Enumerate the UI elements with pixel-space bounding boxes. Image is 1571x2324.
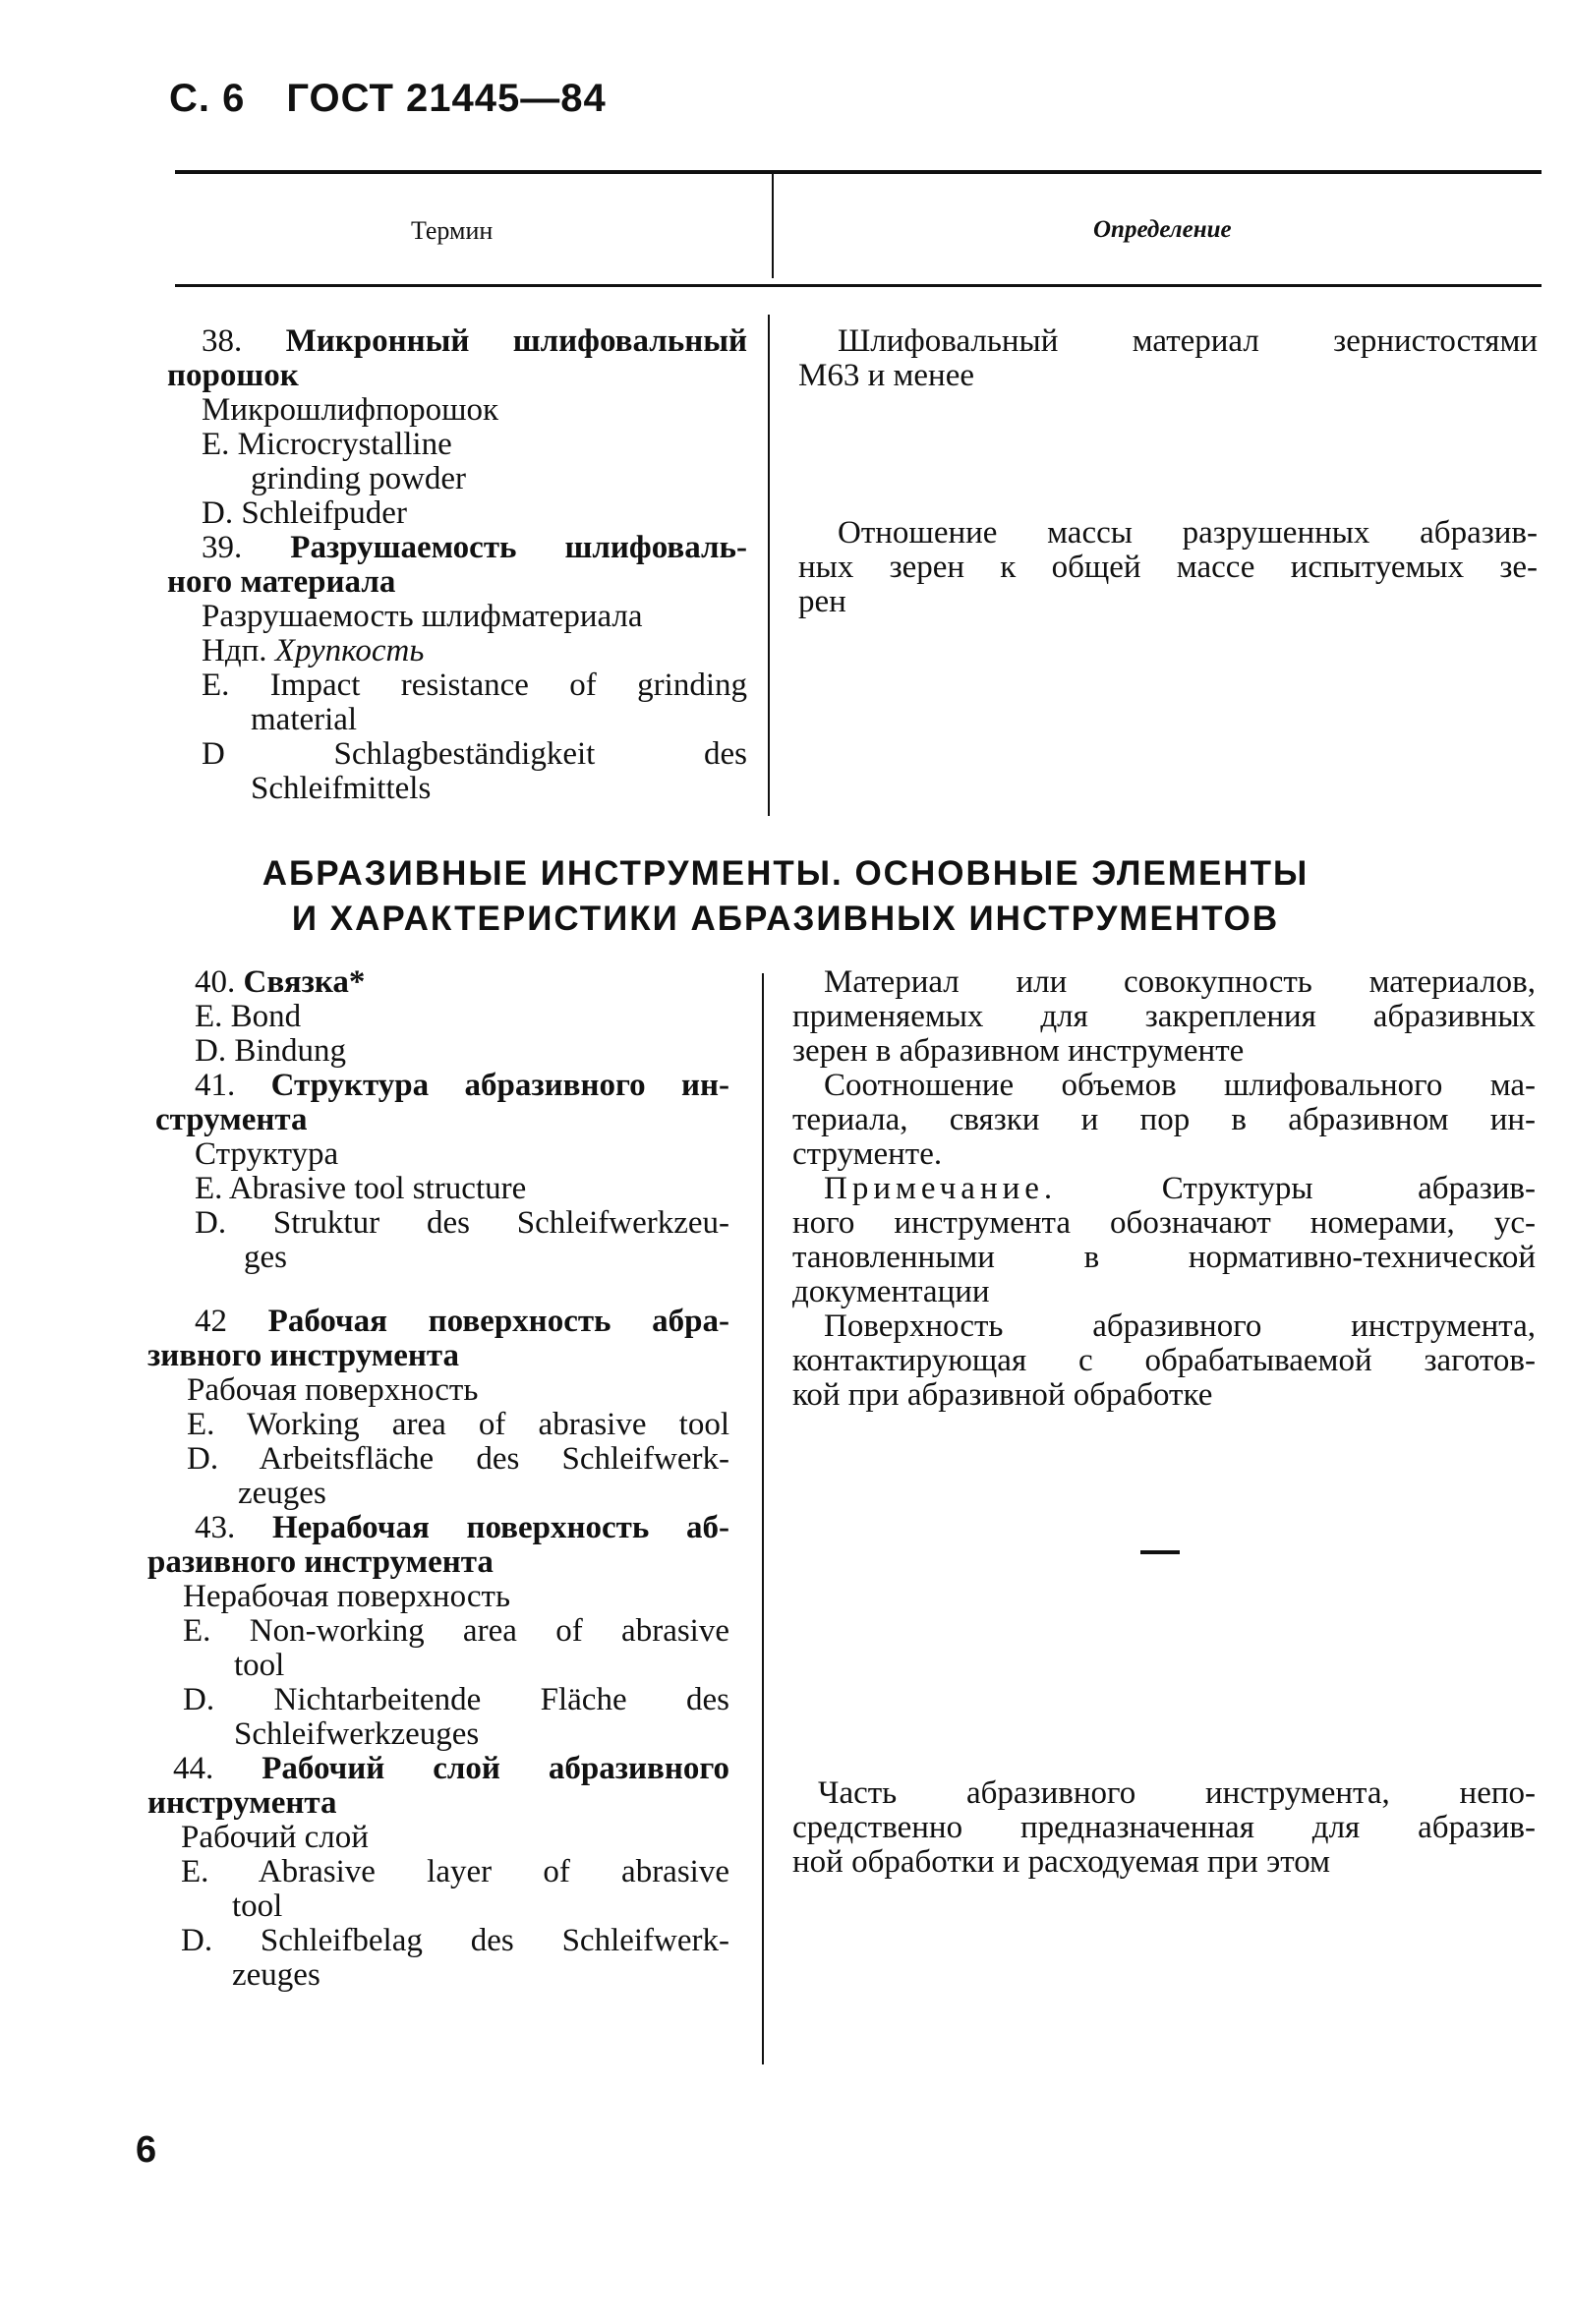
page-ref: С. 6 xyxy=(169,77,246,120)
def-39-line2: ных зерен к общей массе испытуемых зе- xyxy=(798,550,1538,585)
term-43-de-cont: Schleifwerkzeuges xyxy=(234,1716,480,1752)
term-44-en: E. Abrasive layer of abrasive xyxy=(181,1854,729,1889)
standard-number: ГОСТ 21445—84 xyxy=(286,77,607,120)
term-38-title-cont: порошок xyxy=(167,358,299,393)
def-41-note-line1: Примечание. Структуры абразив- xyxy=(824,1171,1536,1206)
term-41-title: 41. Структура абразивного ин- xyxy=(195,1068,729,1103)
note-label: Примечание. xyxy=(824,1171,1058,1206)
def-44-line2: средственно предназначенная для абразив- xyxy=(792,1810,1536,1845)
def-40-line1: Материал или совокупность материалов, xyxy=(824,964,1536,1000)
definitions-44 xyxy=(792,1776,1536,1880)
column-header-term: Термин xyxy=(411,216,494,245)
def-41-line3: струменте. xyxy=(792,1136,943,1172)
section-title-line1: АБРАЗИВНЫЕ ИНСТРУМЕНТЫ. ОСНОВНЫЕ ЭЛЕМЕНТЫ xyxy=(262,854,1309,893)
term-42-en: E. Working area of abrasive tool xyxy=(187,1407,729,1442)
term-40-de: D. Bindung xyxy=(195,1033,347,1069)
term-41-short: Структура xyxy=(195,1136,339,1172)
term-39-title: 39. Разрушаемость шлифоваль- xyxy=(202,530,747,565)
terms-lower xyxy=(147,965,729,1993)
term-43-en-cont: tool xyxy=(234,1648,285,1683)
def-41-line2: териала, связки и пор в абразивном ин- xyxy=(792,1102,1536,1137)
term-42-de: D. Arbeitsfläche des Schleifwerk- xyxy=(187,1441,729,1477)
terms-upper xyxy=(167,324,747,806)
def-38-line2: М63 и менее xyxy=(798,358,974,393)
term-40-title: 40. Связка* xyxy=(195,964,366,1000)
term-38-en-cont: grinding powder xyxy=(251,461,467,496)
term-42-title-cont: зивного инструмента xyxy=(147,1338,460,1373)
def-40-line2: применяемых для закрепления абразивных xyxy=(792,999,1536,1034)
table-header-rule xyxy=(175,284,1542,287)
term-41-de: D. Struktur des Schleifwerkzeu- xyxy=(195,1205,729,1241)
definitions-upper xyxy=(798,324,1538,619)
no-definition-dash xyxy=(1140,1550,1180,1554)
def-39-line1: Отношение массы разрушенных абразив- xyxy=(838,515,1538,551)
term-39-en: E. Impact resistance of grinding xyxy=(202,668,747,703)
term-38-de: D. Schleifpuder xyxy=(202,495,407,531)
section-title-line2: И ХАРАКТЕРИСТИКИ АБРАЗИВНЫХ ИНСТРУМЕНТОВ xyxy=(291,900,1280,938)
term-42-title: 42 Рабочая поверхность абра- xyxy=(195,1304,730,1339)
term-38-title: 38. Микронный шлифовальный xyxy=(202,323,747,359)
term-40-en: E. Bond xyxy=(195,999,302,1034)
page-header xyxy=(169,77,648,121)
term-38-short: Микрошлифпорошок xyxy=(202,392,499,428)
term-44-short: Рабочий слой xyxy=(181,1820,369,1855)
term-39-en-cont: material xyxy=(251,702,358,737)
term-44-en-cont: tool xyxy=(232,1888,283,1924)
term-41-en: E. Abrasive tool structure xyxy=(195,1171,527,1206)
page-number: 6 xyxy=(136,2129,157,2171)
def-44-line1: Часть абразивного инструмента, непо- xyxy=(818,1775,1536,1811)
term-43-short: Нерабочая поверхность xyxy=(183,1579,511,1614)
def-42-line3: кой при абразивной обработке xyxy=(792,1377,1213,1413)
table-top-rule xyxy=(175,170,1542,174)
term-39-de: D Schlagbeständigkeit des xyxy=(202,736,747,772)
def-41-note-line2: ного инструмента обозначают номерами, ус- xyxy=(792,1205,1536,1241)
term-38-en: E. Microcrystalline xyxy=(202,427,452,462)
def-41-note-line3: тановленными в нормативно-технической xyxy=(792,1240,1536,1275)
def-38-line1: Шлифовальный материал зернистостями xyxy=(838,323,1538,359)
term-39-ndp: Ндп. Хрупкость xyxy=(202,633,425,668)
term-44-de: D. Schleifbelag des Schleifwerk- xyxy=(181,1923,729,1958)
term-44-title-cont: инструмента xyxy=(147,1785,337,1821)
column-header-definition: Определение xyxy=(1093,216,1232,243)
def-42-line1: Поверхность абразивного инструмента, xyxy=(824,1308,1536,1344)
term-42-short: Рабочая поверхность xyxy=(187,1372,479,1408)
term-39-short: Разрушаемость шлифматериала xyxy=(202,599,643,634)
term-44-title: 44. Рабочий слой абразивного xyxy=(173,1751,730,1786)
def-40-line3: зерен в абразивном инструменте xyxy=(792,1033,1245,1069)
def-41-line1: Соотношение объемов шлифовального ма- xyxy=(824,1068,1536,1103)
term-43-de: D. Nichtarbeitende Fläche des xyxy=(183,1682,729,1717)
column-divider-upper xyxy=(768,315,770,816)
column-divider-lower xyxy=(762,973,764,2064)
def-42-line2: контактирующая с обрабатываемой заготов- xyxy=(792,1343,1536,1378)
term-44-de-cont: zeuges xyxy=(232,1957,320,1993)
def-44-line3: ной обработки и расходуемая при этом xyxy=(792,1844,1330,1880)
def-41-note-line4: документации xyxy=(792,1274,990,1309)
term-43-en: E. Non-working area of abrasive xyxy=(183,1613,729,1649)
definitions-lower xyxy=(792,965,1536,1413)
header-column-divider xyxy=(772,172,774,278)
term-41-de-cont: ges xyxy=(244,1240,287,1275)
term-42-de-cont: zeuges xyxy=(238,1476,326,1511)
term-41-title-cont: струмента xyxy=(155,1102,308,1137)
term-39-title-cont: ного материала xyxy=(167,564,396,600)
def-39-line3: рен xyxy=(798,584,846,619)
term-43-title-cont: разивного инструмента xyxy=(147,1544,494,1580)
section-title xyxy=(0,851,1571,942)
term-39-de-cont: Schleifmittels xyxy=(251,771,432,806)
term-43-title: 43. Нерабочая поверхность аб- xyxy=(195,1510,730,1545)
